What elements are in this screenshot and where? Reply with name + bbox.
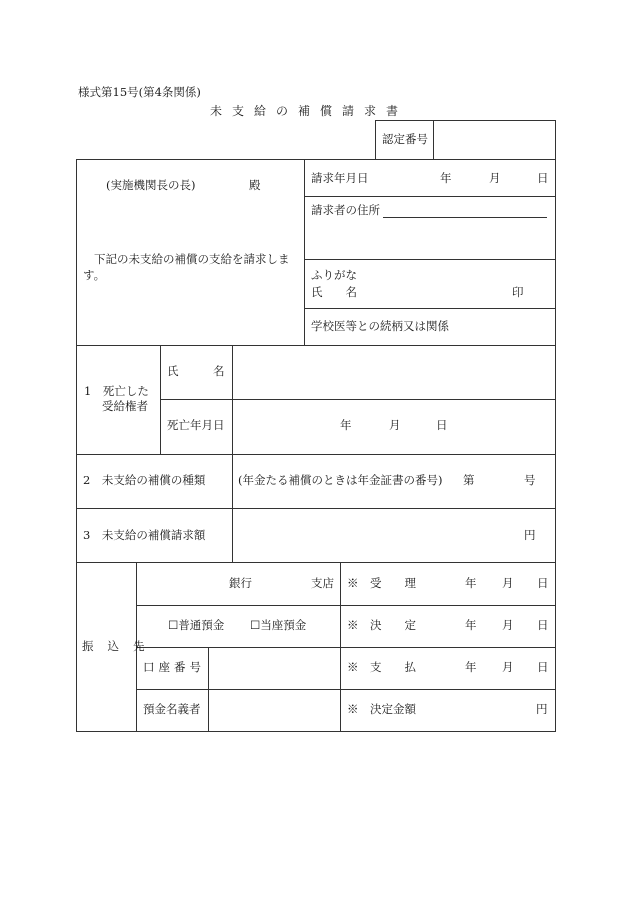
pension-number-prefix: 第 [463, 473, 475, 487]
decision-label: ※ 決 定 [347, 618, 416, 632]
receipt-month: 月 [502, 576, 514, 590]
transfer-label: 振込先 [82, 639, 159, 653]
receipt-year: 年 [465, 576, 477, 590]
seal-mark: 印 [512, 285, 524, 299]
date-year: 年 [440, 171, 452, 185]
claim-amount-unit: 円 [524, 528, 536, 542]
name-label: 氏 名 [311, 285, 357, 299]
receipt-day: 日 [537, 576, 549, 590]
form-title: 未支給の補償請求書 [210, 104, 409, 118]
ordinary-deposit-label: 普通預金 [178, 618, 225, 632]
compensation-type-label: 2 未支給の補償の種類 [83, 473, 206, 487]
relation-label: 学校医等との続柄又は関係 [311, 319, 449, 333]
address-label: 請求者の住所 [311, 203, 380, 217]
bank-label: 銀行 [229, 576, 252, 590]
deceased-name-label: 氏 名 [167, 364, 225, 378]
request-text-line1: 下記の未支給の補償の支給を請求しま [94, 252, 290, 266]
death-year: 年 [340, 418, 352, 432]
decided-amount-unit: 円 [536, 702, 548, 716]
current-deposit-option[interactable] [250, 620, 306, 632]
date-label: 請求年月日 [311, 171, 369, 185]
payment-month: 月 [502, 660, 514, 674]
ordinary-deposit-option[interactable] [168, 620, 224, 632]
account-number-label: 口座番号 [143, 660, 205, 674]
cert-number-field[interactable] [440, 125, 550, 155]
date-day: 日 [537, 171, 549, 185]
claim-amount-label: 3 未支給の補償請求額 [83, 528, 206, 542]
deceased-label-line1: 1 死亡した [84, 384, 149, 398]
receipt-label: ※ 受 理 [347, 576, 416, 590]
account-holder-label: 預金名義者 [143, 702, 201, 716]
addressee: (実施機関長の長) [106, 178, 196, 192]
checkbox-icon[interactable]: ☐ [168, 618, 179, 632]
address-line[interactable] [383, 217, 547, 218]
decision-year: 年 [465, 618, 477, 632]
death-day: 日 [436, 418, 448, 432]
deceased-label-line2: 受給権者 [102, 399, 148, 413]
decision-month: 月 [502, 618, 514, 632]
death-month: 月 [389, 418, 401, 432]
payment-label: ※ 支 払 [347, 660, 416, 674]
checkbox-icon[interactable]: ☐ [250, 618, 261, 632]
death-date-label: 死亡年月日 [167, 418, 225, 432]
pension-note: (年金たる補償のときは年金証書の番号) [238, 473, 443, 487]
request-text-line2: す。 [83, 268, 106, 282]
cert-number-label: 認定番号 [382, 132, 428, 146]
decision-day: 日 [537, 618, 549, 632]
furigana-label: ふりがな [311, 268, 357, 282]
decided-amount-label: ※ 決定金額 [347, 702, 416, 716]
honorific: 殿 [249, 178, 261, 192]
form-number: 様式第15号(第4条関係) [78, 85, 201, 99]
current-deposit-label: 当座預金 [260, 618, 307, 632]
payment-day: 日 [537, 660, 549, 674]
payment-year: 年 [465, 660, 477, 674]
pension-number-suffix: 号 [524, 473, 536, 487]
branch-label: 支店 [311, 576, 334, 590]
date-month: 月 [489, 171, 501, 185]
